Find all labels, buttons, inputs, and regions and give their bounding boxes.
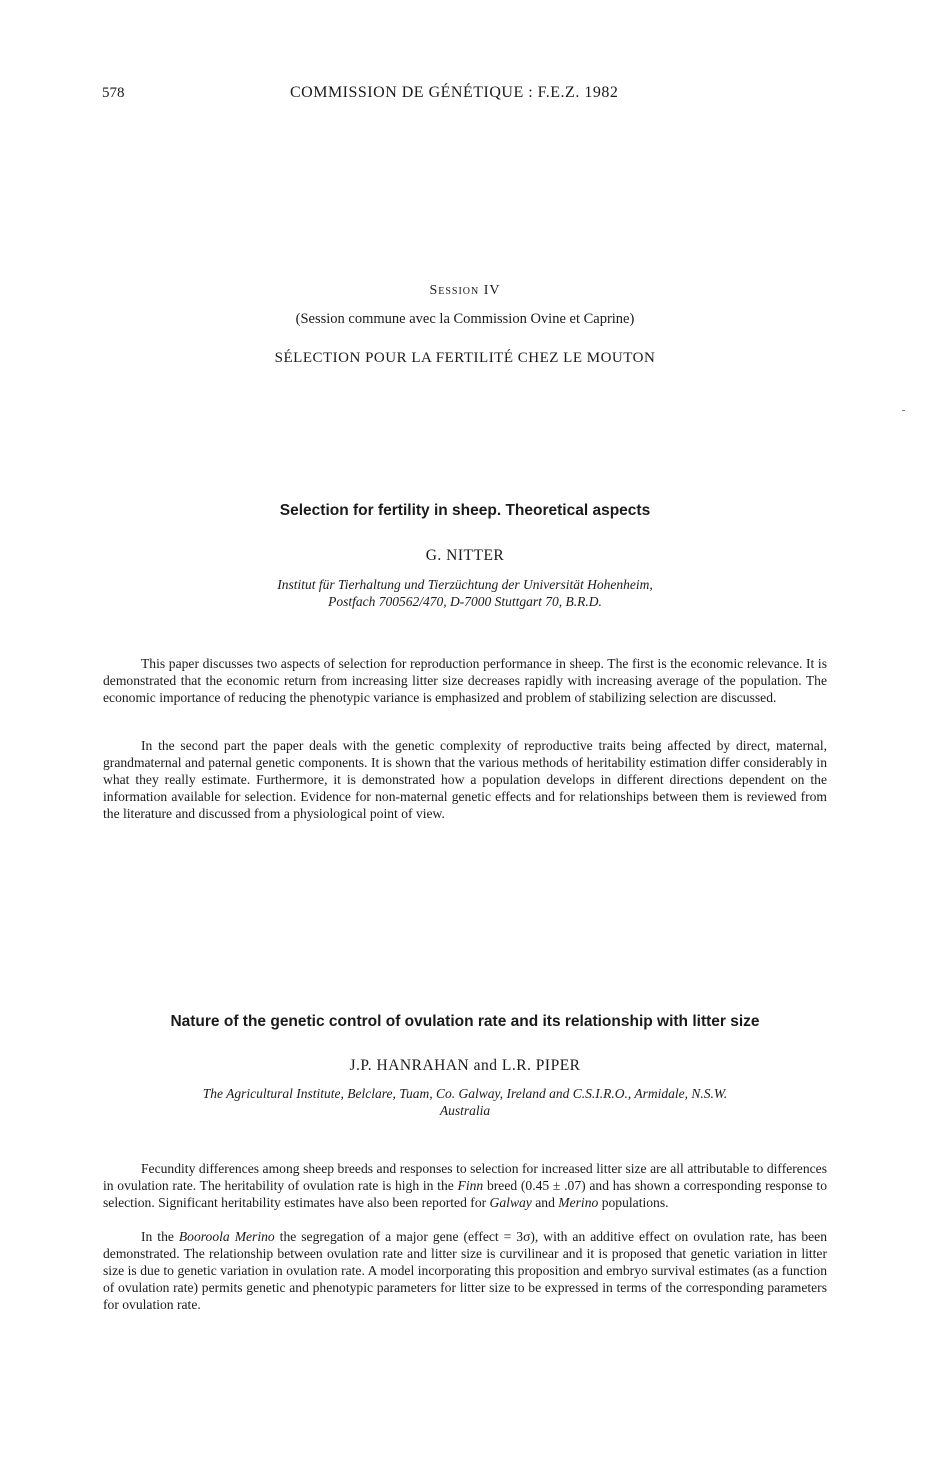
article-title: Selection for fertility in sheep. Theoretical aspects [279, 502, 651, 519]
affiliation-line: The Agricultural Institute, Belclare, Tuam, Co. Galway, Ireland and C.S.I.R.O., Armidale, N.S.W. [202, 1086, 728, 1101]
abstract-paragraph: This paper discusses two aspects of selection for reproduction performance in sheep. The first is the economic relevance. It is demonstrated that the economic return from increasing litter size decreases rapidly with increasing average of the population. The economic importance of reducing the phenotypic variance is emphasized and problem of stabilizing selection are discussed. [103, 656, 827, 705]
abstract-paragraph [103, 1228, 827, 1313]
affiliation-line: Postfach 700562/470, D-7000 Stuttgart 70, B.R.D. [328, 594, 602, 609]
text-run: the segregation of a major gene (effect = 3σ), with an additive effect on ovulation rate, has been demonstrated. The relationship between ovulation rate and litter size is curvilinear and it is proposed that genetic variation in litter size is due to genetic variation in ovulation rate. A model incorporating this proposition and embryo survival estimates (as a function of ovulation rate) permits genetic and phenotypic parameters for litter size to be expressed in terms of the corresponding parameters for ovulation rate. [103, 1229, 827, 1312]
breed-name: Merino [558, 1195, 599, 1210]
article-author: J.P. HANRAHAN and L.R. PIPER [349, 1057, 581, 1074]
text-run: and [531, 1195, 559, 1210]
article-author: G. NITTER [425, 547, 505, 564]
text-run: In the [141, 1229, 179, 1244]
breed-name: Galway [489, 1195, 532, 1210]
text-run: Fecundity differences among sheep breeds and responses to selection for increased litter size are all attributable to differences in ovulation rate. The heritability of ovulation rate is high in the [103, 1161, 827, 1193]
session-title: SÉLECTION POUR LA FERTILITÉ CHEZ LE MOUTON [274, 350, 656, 366]
breed-name: Finn [457, 1178, 484, 1193]
scan-mark [902, 410, 905, 411]
text-run: populations. [598, 1195, 669, 1210]
author-affiliation [100, 576, 830, 610]
running-head: COMMISSION DE GÉNÉTIQUE : F.E.Z. 1982 [290, 84, 619, 101]
breed-name: Booroola Merino [178, 1229, 275, 1244]
author-affiliation [100, 1085, 830, 1119]
article-title: Nature of the genetic control of ovulation rate and its relationship with litter size [170, 1013, 760, 1030]
text-run: breed (0.45 ± .07) and has shown a corresponding response to selection. Significant heritability estimates have also been reported for [103, 1178, 827, 1210]
affiliation-line: Australia [439, 1103, 491, 1118]
abstract-paragraph [103, 1160, 827, 1211]
abstract-paragraph: In the second part the paper deals with the genetic complexity of reproductive traits being affected by direct, maternal, grandmaternal and paternal genetic components. It is shown that the various methods of heritability estimation differ considerably in what they really estimate. Furthermore, it is demonstrated how a population develops in different directions dependent on the information available for selection. Evidence for non-maternal genetic effects and for relationships between them is reviewed from the literature and discussed from a physiological point of view. [103, 738, 827, 821]
page-number: 578 [102, 85, 125, 101]
affiliation-line: Institut für Tierhaltung und Tierzüchtung der Universität Hohenheim, [277, 577, 653, 592]
session-label: Session IV [429, 283, 501, 298]
session-subtitle: (Session commune avec la Commission Ovine et Caprine) [295, 311, 635, 327]
